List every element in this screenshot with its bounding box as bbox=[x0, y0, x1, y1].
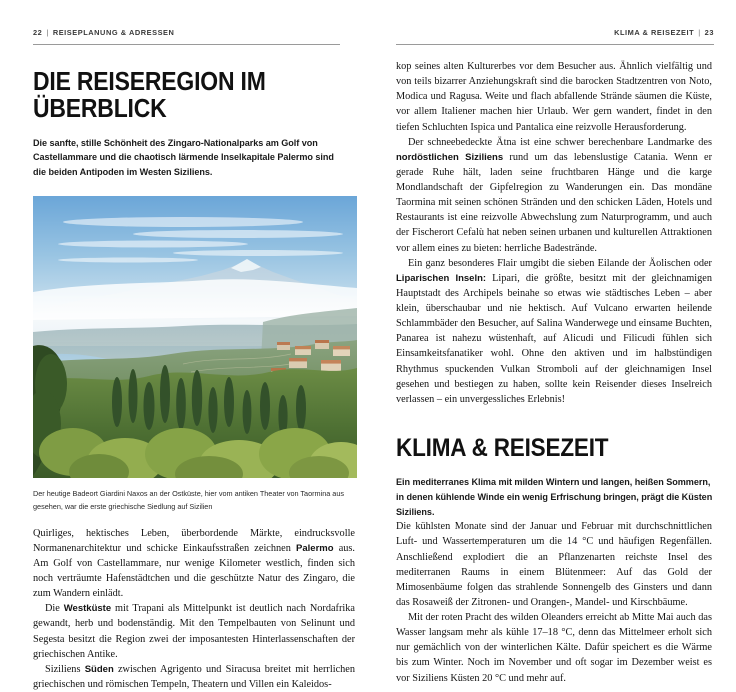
run: Mit der roten Pracht des wilden Oleanders erreicht ab Mitte Mai auch das Wasser langsam mehr als kühle 17–18 °C, denn das Mittelmeer erholt sich nur gemächlich von der winterlichen Kälte. Dafür speichert es die Wärme bis zum Winter. Noch im November und oft sogar im Dezember weist es vor Siziliens Küsten 20 °C und mehr auf. bbox=[396, 612, 712, 684]
paragraph bbox=[396, 135, 712, 256]
running-head-separator-left: | bbox=[46, 28, 49, 37]
running-head-right-text bbox=[614, 28, 714, 37]
emphasis: Liparischen Inseln: bbox=[396, 272, 487, 284]
run: zwischen Agrigento und Siracusa breitet mit herrlichen griechischen und römischen Tempeln, Theatern und Villen ein Kaleidos- bbox=[33, 663, 356, 690]
photo-caption: Der heutige Badeort Giardini Naxos an der Ostküste, hier vom antiken Theater von Taormina aus gesehen, war die erste griechische Siedlung auf Sizilien bbox=[33, 488, 344, 512]
run: aus. Am Golf von Castellammare, nur wenige Kilometer westlich, finden sich noch verträumte Hafenstädtchen und die geschützte Natur des Zingaro, die zum Wandern einlädt. bbox=[33, 542, 355, 600]
running-head-separator-right: | bbox=[698, 28, 701, 37]
running-head-left bbox=[33, 22, 340, 45]
left-column-body bbox=[33, 526, 355, 692]
paragraph bbox=[33, 662, 355, 692]
run: Ein ganz besonderes Flair umgibt die sieben Eilande der Äolischen oder bbox=[408, 257, 712, 269]
running-head-right bbox=[396, 22, 714, 45]
klima-lead-paragraph: Ein mediterranes Klima mit milden Wintern und langen, heißen Sommern, in denen kühlende Winde ein wenig Erfrischung bringen, prägt die Küsten Siziliens. bbox=[396, 477, 713, 517]
run: Quirliges, hektisches Leben, überbordende Märkte, eindrucksvolle Normanenarchitektur und schicke Einkaufsstraßen zeichnen bbox=[33, 527, 355, 554]
run: Die bbox=[45, 603, 64, 615]
run: Die kühlsten Monate sind der Januar und Februar mit durchschnittlichen Luft- und Wassertemperaturen um die 14 °C und häufigen Regenfällen. Anschließend explodiert die an Pflanzenarten reichste Insel des mediterranen Raums in einem Blütenmeer: Auf das Gold der Mimosenbäume folgen das strahlende Sonnengelb des Ginsters und dann das Rosaweiß der Zitronen- und Orangen-, Mandel- und Kirschbäume. bbox=[396, 521, 712, 608]
foreground-canopy bbox=[39, 428, 357, 478]
run: kop seines alten Kulturerbes vor dem Besucher aus. Ähnlich vielfältig und von teils bizarrer Anziehungskraft sind die barocken Stadtzentren von Noto, Modica und Ragusa. Weite und flach abfallende Strände säumen die Küste, vor allem Italiener machen hier Urlaub. Wer gern wandert, findet in den tiefen Schluchten Ispica und Pantalica eine reizvolle Herausforderung. bbox=[396, 61, 712, 133]
right-column-body bbox=[396, 59, 712, 407]
emphasis: Westküste bbox=[63, 603, 112, 615]
chapter-name-left: REISEPLANUNG & ADRESSEN bbox=[52, 28, 175, 37]
paragraph bbox=[396, 256, 712, 407]
klima-section-title bbox=[396, 435, 714, 461]
lead-paragraph: Die sanfte, stille Schönheit des Zingaro-Nationalparks am Golf von Castellammare und die chaotisch lärmende Inselkapitale Palermo sind die beiden Antipoden im Westen Siziliens. bbox=[33, 137, 334, 177]
paragraph bbox=[396, 59, 712, 135]
emphasis: Süden bbox=[84, 663, 114, 675]
page-title-text: DIE REISEREGION IM ÜBERBLICK bbox=[33, 68, 266, 123]
photo-taormina-etna bbox=[33, 196, 357, 478]
run: Siziliens bbox=[45, 663, 85, 675]
page-title bbox=[33, 69, 340, 123]
emphasis: nordöstlichen Siziliens bbox=[396, 151, 504, 163]
paragraph bbox=[33, 601, 355, 662]
page-left bbox=[0, 0, 368, 690]
run: Der schneebedeckte Ätna ist eine schwer berechenbare Landmarke des bbox=[408, 136, 712, 148]
running-head-left-text bbox=[33, 28, 174, 37]
chapter-name-right: KLIMA & REISEZEIT bbox=[614, 28, 695, 37]
page-number-right: 23 bbox=[704, 28, 714, 37]
paragraph bbox=[396, 519, 712, 610]
photo-illustration bbox=[33, 196, 357, 478]
klima-section-title-text: KLIMA & REISEZEIT bbox=[396, 433, 609, 462]
header-rule-right bbox=[396, 44, 714, 45]
page-number-left: 22 bbox=[33, 28, 43, 37]
run: rund um das lebenslustige Catania. Wenn er gerade Ruhe hält, laden seine fruchtbaren Hänge und die karge Mondlandschaft der Gipfelregion zu Wanderungen ein. Das mondäne Taormina mit seinen schönen Stränden und den schicken Läden, Hotels und Restaurants ist eine reizvolle Abwechslung zum Naturprogramm, und auch der Fischerort Cefalù hat neben seinen urbanen und kulturellen Attraktionen vor allem eines zu bieten: herrliche Badestrände. bbox=[396, 151, 712, 254]
header-rule-left bbox=[33, 44, 340, 45]
emphasis: Palermo bbox=[296, 542, 334, 554]
page-right bbox=[368, 0, 736, 684]
paragraph bbox=[33, 526, 355, 602]
klima-body bbox=[396, 519, 712, 685]
run: mit Trapani als Mittelpunkt ist deutlich nach Nordafrika gewandt, herb und bodenständig. Mit den Tempelbauten von Selinunt und Segesta besitzt die Region zwei der imposantesten Hinterlassenschaften der griechischen Antike. bbox=[33, 603, 355, 660]
run: Lipari, die größte, besitzt mit der gleichnamigen Hauptstadt des Archipels beinahe so etwas wie städtisches Leben – aber klein, überschaubar und nie hektisch. Auf Vulcano erwarten heilende Schlammbäder den Besucher, auf Salina Wanderwege und einsame Buchten, Panarea ist nahezu wüstenhaft, auf Alicudi und Filicudi fühlen sich Einsamkeitsfanatiker wohl. Ohne den aktiven und im halbstündigen Rhythmus spuckenden Vulkan Stromboli auf der gleichnamigen Insel gesehen und bestiegen zu haben, sollte kein Reisender dieses Inselreich verlassen – ein unvergessliches Erlebnis! bbox=[396, 272, 712, 405]
